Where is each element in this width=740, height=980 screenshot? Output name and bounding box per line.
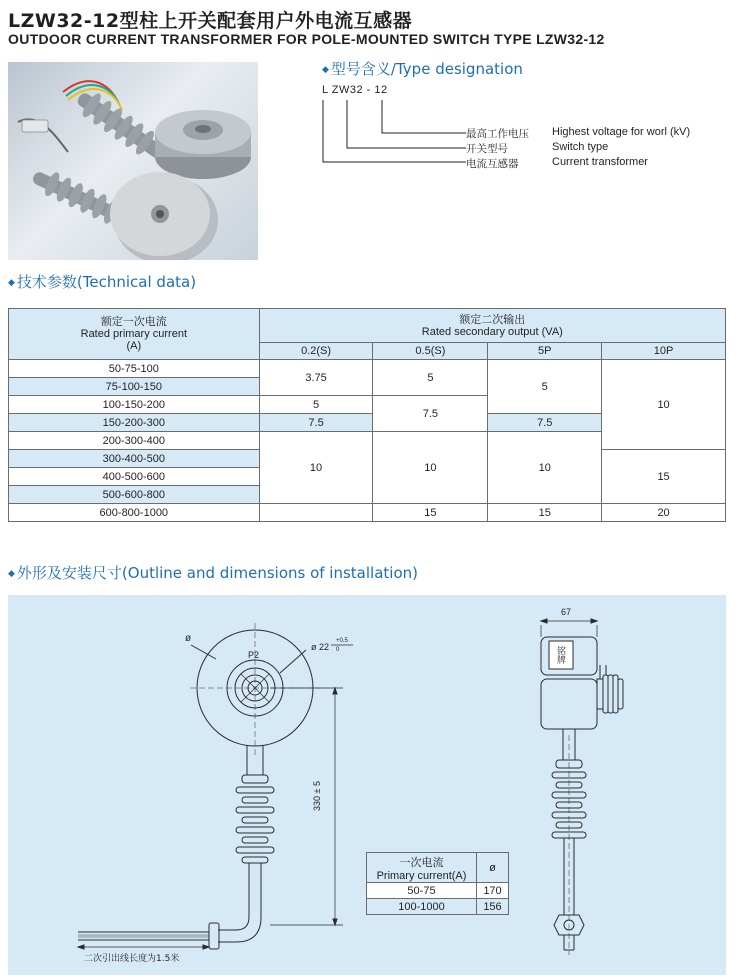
designation-en-switch: Switch type: [552, 141, 609, 153]
current-cell: 200-300-400: [9, 432, 260, 450]
diameter-symbol-label: ø: [185, 633, 192, 644]
current-cell: 300-400-500: [9, 450, 260, 468]
value-cell: 7.5: [488, 414, 602, 432]
width-dimension-label: 67: [561, 607, 572, 617]
designation-cn-switch: 开关型号: [466, 143, 508, 155]
page-title: LZW32-12型柱上开关配套用户外电流互感器: [8, 10, 413, 32]
value-cell: 10: [373, 432, 488, 504]
class-header: 0.2(S): [259, 343, 373, 360]
nameplate-label: 铭牌: [555, 646, 565, 664]
designation-cn-ct: 电流互感器: [466, 158, 519, 170]
technical-data-heading: ◆ 技术参数(Technical data): [8, 273, 197, 291]
height-dimension-label: 330 ± 5: [312, 781, 322, 811]
page-subtitle: OUTDOOR CURRENT TRANSFORMER FOR POLE-MOUNTED SWITCH TYPE LZW32-12: [8, 31, 605, 47]
hole-dimension-label: ø 22: [311, 642, 330, 652]
product-photo: [8, 62, 258, 260]
outline-drawing: [8, 595, 726, 975]
value-cell: 10: [602, 360, 726, 450]
value-cell: 15: [602, 450, 726, 504]
model-code: L ZW32 - 12: [322, 84, 388, 96]
type-designation-heading: ◆ 型号含义/Type designation: [322, 60, 523, 78]
designation-cn-voltage: 最高工作电压: [466, 128, 529, 140]
technical-data-table: [8, 308, 726, 522]
primary-current-cell: 100-1000: [367, 899, 477, 915]
hole-tolerance-upper: +0.5: [336, 638, 348, 644]
hole-tolerance-lower: 0: [336, 647, 340, 653]
current-cell: 100-150-200: [9, 396, 260, 414]
designation-en-ct: Current transformer: [552, 156, 648, 168]
designation-leader-lines: [320, 96, 470, 168]
current-cell: 75-100-150: [9, 378, 260, 396]
value-cell: 15: [373, 504, 488, 522]
value-cell: 5: [259, 396, 373, 414]
current-cell: 600-800-1000: [9, 504, 260, 522]
diameter-cell: 170: [477, 883, 509, 899]
value-cell: 5: [373, 360, 488, 396]
value-cell: 20: [602, 504, 726, 522]
current-cell: 500-600-800: [9, 486, 260, 504]
diameter-cell: 156: [477, 899, 509, 915]
value-cell: [259, 504, 373, 522]
current-cell: 150-200-300: [9, 414, 260, 432]
value-cell: 7.5: [259, 414, 373, 432]
primary-current-cell: 50-75: [367, 883, 477, 899]
primary-current-header: 额定一次电流 Rated primary current (A): [9, 309, 260, 360]
class-header: 10P: [602, 343, 726, 360]
class-header: 0.5(S): [373, 343, 488, 360]
secondary-output-header: 额定二次输出 Rated secondary output (VA): [259, 309, 725, 343]
lead-length-note: 二次引出线长度为1.5米: [84, 954, 180, 964]
current-cell: 50-75-100: [9, 360, 260, 378]
value-cell: 7.5: [373, 396, 488, 432]
outline-heading: ◆ 外形及安装尺寸(Outline and dimensions of installation): [8, 564, 418, 582]
value-cell: 10: [488, 432, 602, 504]
value-cell: 5: [488, 360, 602, 414]
primary-current-table: [366, 852, 509, 915]
p2-label: P2: [248, 650, 260, 660]
value-cell: 10: [259, 432, 373, 504]
primary-current-header: 一次电流 Primary current(A): [367, 853, 477, 883]
class-header: 5P: [488, 343, 602, 360]
value-cell: 15: [488, 504, 602, 522]
designation-en-voltage: Highest voltage for worl (kV): [552, 126, 691, 138]
current-cell: 400-500-600: [9, 468, 260, 486]
diameter-header: ø: [477, 853, 509, 883]
value-cell: 3.75: [259, 360, 373, 396]
